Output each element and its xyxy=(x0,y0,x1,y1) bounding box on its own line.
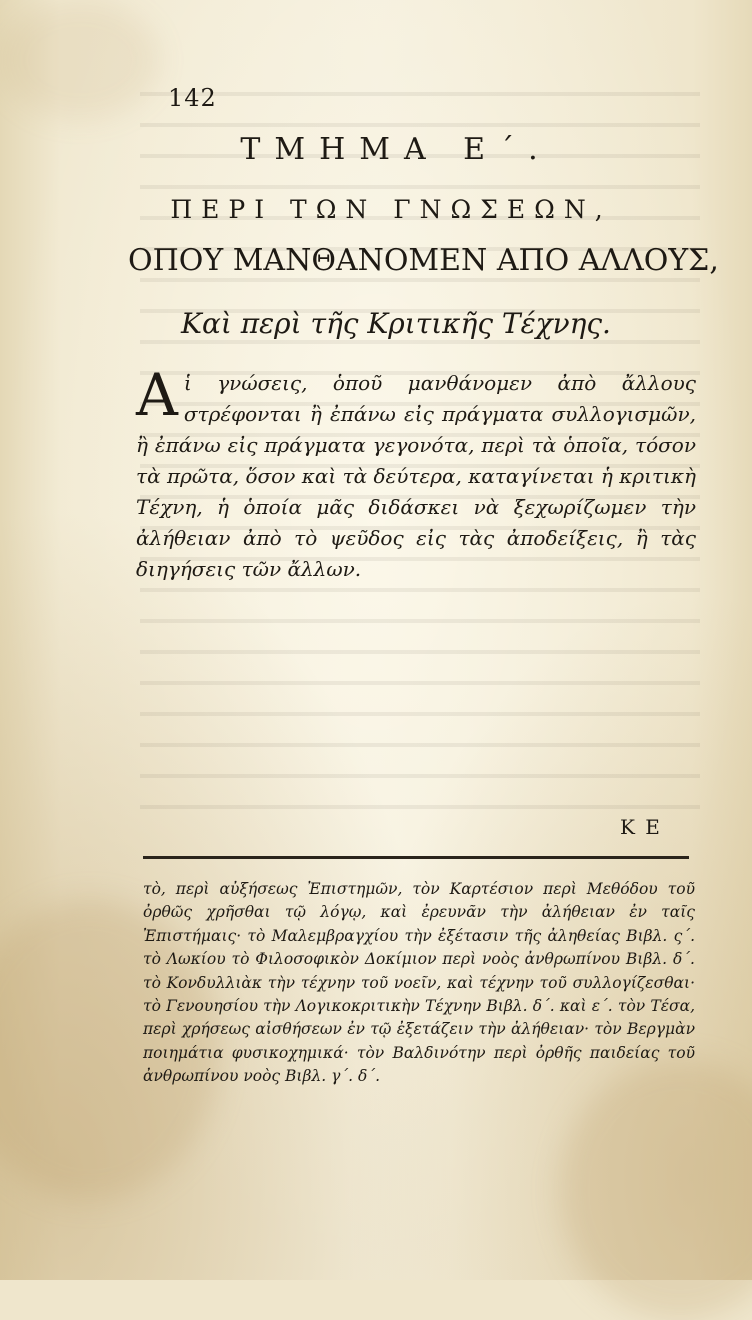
catchword: Κ Ε xyxy=(620,815,662,839)
chapter-subheading: Καὶ περὶ τῆς Κριτικῆς Τέχνης. xyxy=(181,307,611,340)
page-number: 142 xyxy=(168,84,217,112)
footnote: τὸ, περὶ αὐξήσεως Ἐπιστημῶν, τὸν Καρτέσιον περὶ Μεθόδου τοῦ ὀρθῶς χρῆσθαι τῷ λόγῳ, καὶ ἐρευνᾶν τὴν ἀλήθειαν ἐν ταῖς Ἐπιστήμαις· τὸ Μαλεμβραγχίου τὴν ἐξέτασιν τῆς ἀληθείας Βιβλ. ς΄. τὸ Λωκίου τὸ Φιλοσοφικὸν Δοκίμιον περὶ νοὸς ἀνθρωπίνου Βιβλ. δ΄. τὸ Κονδυλλιὰκ τὴν τέχνην τοῦ νοεῖν, καὶ τέχνην τοῦ συλλογίζεσθαι· τὸ Γενουησίου τὴν Λογικοκριτικὴν Τέχνην Βιβλ. δ΄. καὶ ε΄. τὸν Τέσα, περὶ χρήσεως αἰσθήσεων ἐν τῷ ἐξετάζειν τὴν ἀλήθειαν· τὸν Βεργμὰν ποιημάτια φυσικοχημικά· τὸν Βαλδινότην περὶ ὀρθῆς παιδείας τοῦ ἀνθρωπίνου νοὸς Βιβλ. γ΄. δ΄. xyxy=(143,880,695,1086)
drop-cap: Α xyxy=(136,361,178,429)
chapter-heading-line-1: ΠΕΡΙ ΤΩΝ ΓΝΩΣΕΩΝ, xyxy=(170,195,612,224)
water-stain xyxy=(0,0,160,120)
chapter-heading-line-2: ΟΠΟΥ ΜΑΝΘΑΝΟΜΕΝ ΑΠΟ ΑΛΛΟΥΣ, xyxy=(128,243,719,278)
footnote-divider xyxy=(143,856,689,859)
water-stain xyxy=(560,1060,752,1320)
body-paragraph xyxy=(136,361,696,585)
section-title: ΤΜΗΜΑ Ε΄. xyxy=(240,132,552,167)
body-paragraph-text: ἱ γνώσεις, ὁποῦ μανθάνομεν ἀπὸ ἄλλους στρέφονται ἢ ἐπάνω εἰς πράγματα συλλογισμῶν, ἢ ἐπάνω εἰς πράγματα γεγονότα, περὶ τὰ ὁποῖα, τόσον τὰ πρῶτα, ὅσον καὶ τὰ δεύτερα, καταγίνεται ἡ κριτικὴ Τέχνη, ἡ ὁποία μᾶς διδάσκει νὰ ξεχωρίζωμεν τὴν ἀλήθειαν ἀπὸ τὸ ψεῦδος εἰς τὰς ἀποδείξεις, ἢ τὰς διηγήσεις τῶν ἄλλων. xyxy=(136,371,696,581)
